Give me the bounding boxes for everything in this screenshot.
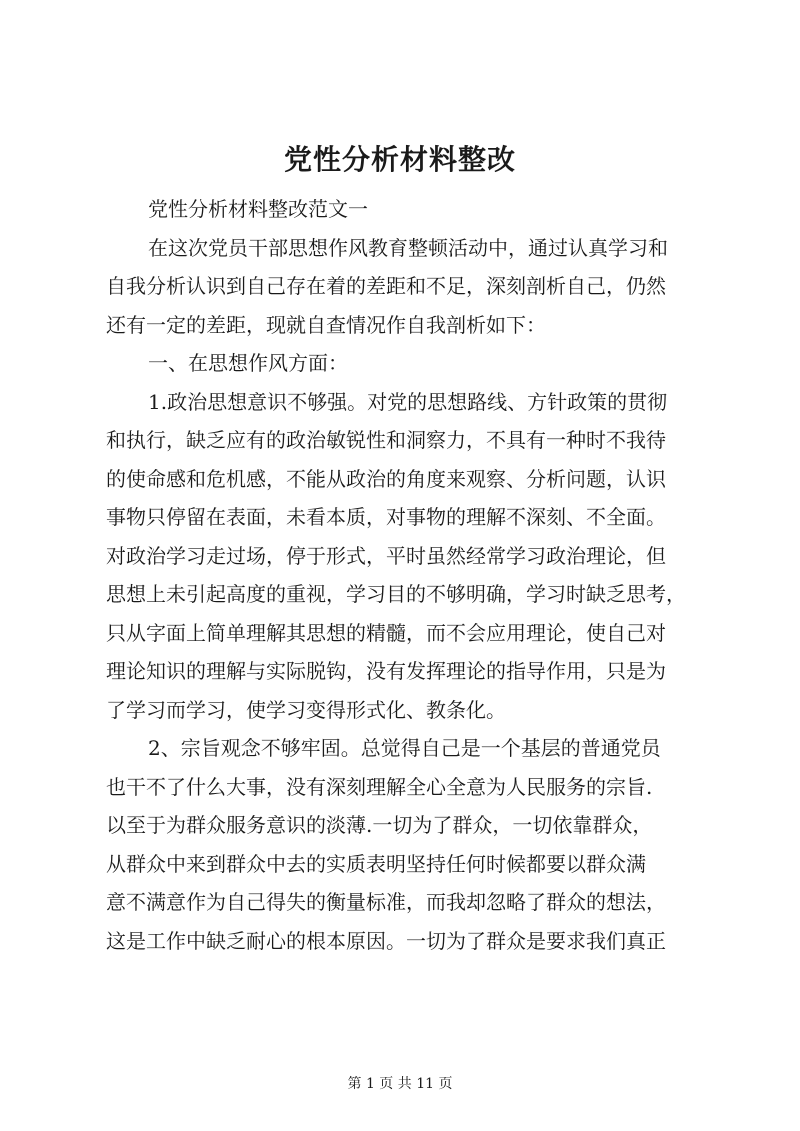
body-line: 还有一定的差距，现就自查情况作自我剖析如下： [106, 312, 546, 337]
body-line: 2、宗旨观念不够牢固。总觉得自己是一个基层的普通党员 [148, 736, 661, 760]
body-line: 这是工作中缺乏耐心的根本原因。一切为了群众是要求我们真正 [106, 928, 666, 953]
body-line: 思想上未引起高度的重视，学习目的不够明确，学习时缺乏思考， [106, 582, 686, 606]
body-line: 和执行，缺乏应有的政治敏锐性和洞察力，不具有一种时不我待 [106, 428, 666, 452]
body-line: 一、在思想作风方面： [148, 351, 348, 375]
body-line: 1.政治思想意识不够强。对党的思想路线、方针政策的贯彻 [148, 389, 668, 414]
body-line: 也干不了什么大事，没有深刻理解全心全意为人民服务的宗旨. [106, 774, 653, 799]
body-line: 了学习而学习，使学习变得形式化、教条化。 [106, 697, 506, 722]
body-line: 事物只停留在表面，未看本质，对事物的理解不深刻、不全面。 [106, 505, 666, 529]
body-line: 理论知识的理解与实际脱钩，没有发挥理论的指导作用，只是为 [106, 659, 666, 683]
body-line: 意不满意作为自己得失的衡量标准，而我却忽略了群众的想法， [106, 890, 666, 914]
page-footer: 第 1 页 共 11 页 [347, 1076, 453, 1092]
body-line: 从群众中来到群众中去的实质表明坚持任何时候都要以群众满 [106, 851, 646, 876]
document-body [106, 190, 706, 960]
body-line: 以至于为群众服务意识的淡薄.一切为了群众，一切依靠群众， [106, 813, 653, 837]
body-line: 对政治学习走过场，停于形式，平时虽然经常学习政治理论，但 [106, 543, 666, 568]
body-line: 党性分析材料整改范文一 [148, 197, 368, 221]
body-line: 的使命感和危机感，不能从政治的角度来观察、分析问题，认识 [106, 466, 666, 491]
body-line: 自我分析认识到自己存在着的差距和不足，深刻剖析自己，仍然 [106, 274, 666, 298]
document-title: 党性分析材料整改 [283, 143, 516, 176]
body-line: 只从字面上简单理解其思想的精髓，而不会应用理论，使自己对 [106, 620, 666, 645]
body-line: 在这次党员干部思想作风教育整顿活动中，通过认真学习和 [148, 235, 668, 260]
